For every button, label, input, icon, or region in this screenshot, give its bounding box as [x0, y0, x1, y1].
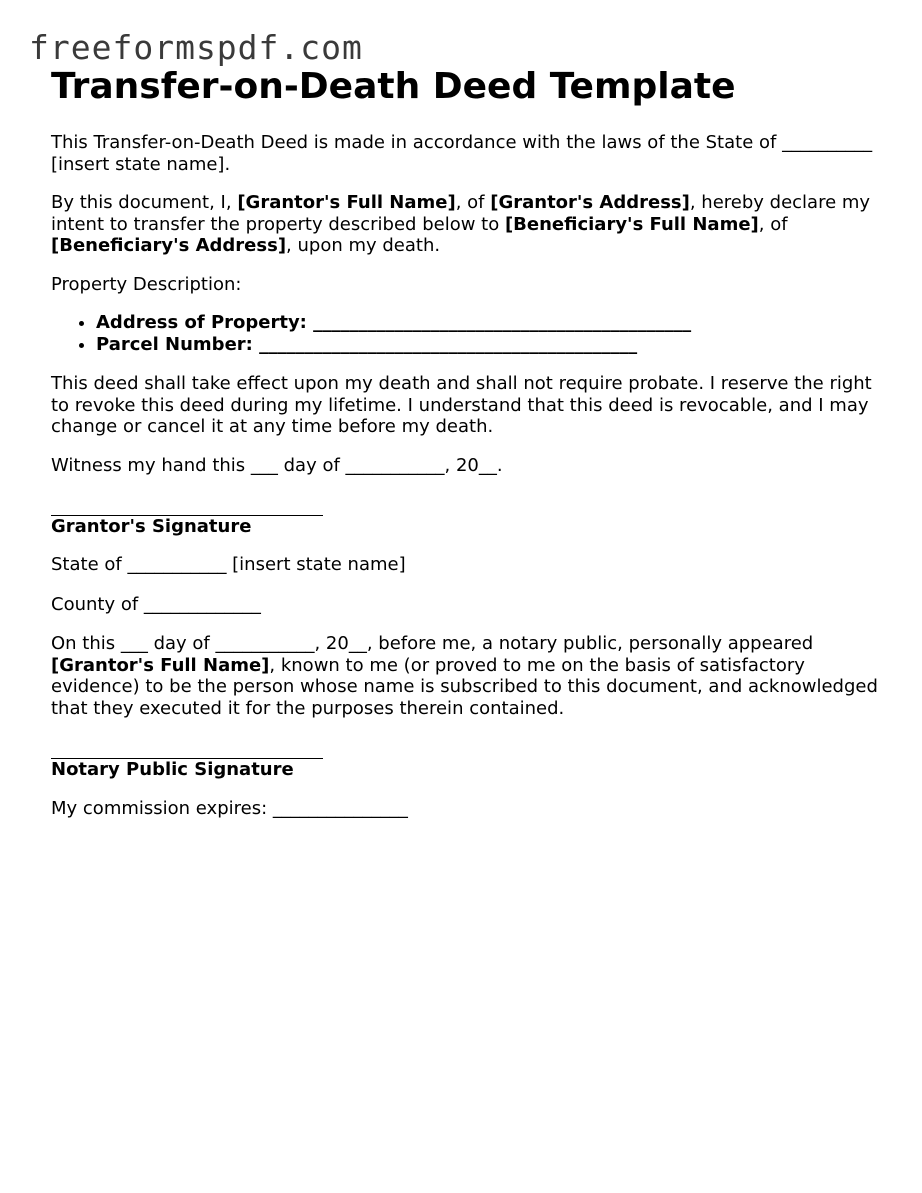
notary-text-1: On this ___ day of ___________, 20__, before me, a notary public, personally appeared	[51, 633, 814, 654]
intro-state-blank: __________ [insert state name].	[51, 132, 873, 175]
commission-expires-line: My commission expires: _______________	[51, 798, 408, 819]
declaration-text-4: , of	[758, 213, 788, 235]
notary-signature-label: Notary Public Signature	[51, 758, 294, 780]
notary-signature-line	[51, 737, 323, 759]
intro-text: This Transfer-on-Death Deed is made in accordance with the laws of the State of	[51, 132, 783, 153]
state-line: State of ___________ [insert state name]	[51, 554, 406, 575]
declaration-text-1: By this document, I,	[51, 192, 238, 213]
declaration-text-2: , of	[455, 192, 491, 213]
list-item	[96, 334, 881, 356]
witness-line: Witness my hand this ___ day of ___________, 20__.	[51, 454, 503, 476]
property-list	[51, 312, 881, 355]
notary-grantor-name-placeholder: [Grantor's Full Name]	[51, 654, 270, 676]
document-title: Transfer-on-Death Deed Template	[51, 66, 736, 107]
declaration-text-5: , upon my death.	[286, 235, 441, 256]
beneficiary-name-placeholder: [Beneficiary's Full Name]	[504, 213, 759, 235]
property-address-label: Address of Property:	[96, 312, 307, 333]
watermark-text: freeformspdf.com	[29, 28, 363, 67]
property-address-blank: __________________________________________	[306, 312, 692, 333]
list-item	[96, 312, 881, 334]
effect-paragraph: This deed shall take effect upon my death and shall not require probate. I reserve the right to revoke this deed during my lifetime. I understand that this deed is revocable, and I may change or cancel it at any time before my death.	[51, 373, 872, 437]
grantor-name-placeholder: [Grantor's Full Name]	[237, 192, 456, 213]
grantor-address-placeholder: [Grantor's Address]	[490, 192, 690, 213]
notary-paragraph	[51, 633, 881, 719]
declaration-text-3: , hereby declare my intent to transfer the property described below to	[51, 192, 871, 235]
grantor-signature-label: Grantor's Signature	[51, 515, 252, 537]
notary-text-2: , known to me (or proved to me on the basis of satisfactory evidence) to be the person whose name is subscribed to this document, and acknowledged that they executed it for the purposes therein contained.	[51, 654, 878, 719]
grantor-signature-line	[51, 494, 323, 516]
document-body	[51, 64, 881, 820]
property-description-heading: Property Description:	[51, 273, 242, 295]
parcel-number-label: Parcel Number:	[96, 333, 253, 355]
intro-paragraph	[51, 132, 881, 175]
beneficiary-address-placeholder: [Beneficiary's Address]	[51, 235, 287, 256]
declaration-paragraph	[51, 192, 881, 257]
county-line: County of _____________	[51, 593, 261, 615]
parcel-number-blank: __________________________________________	[252, 333, 638, 355]
